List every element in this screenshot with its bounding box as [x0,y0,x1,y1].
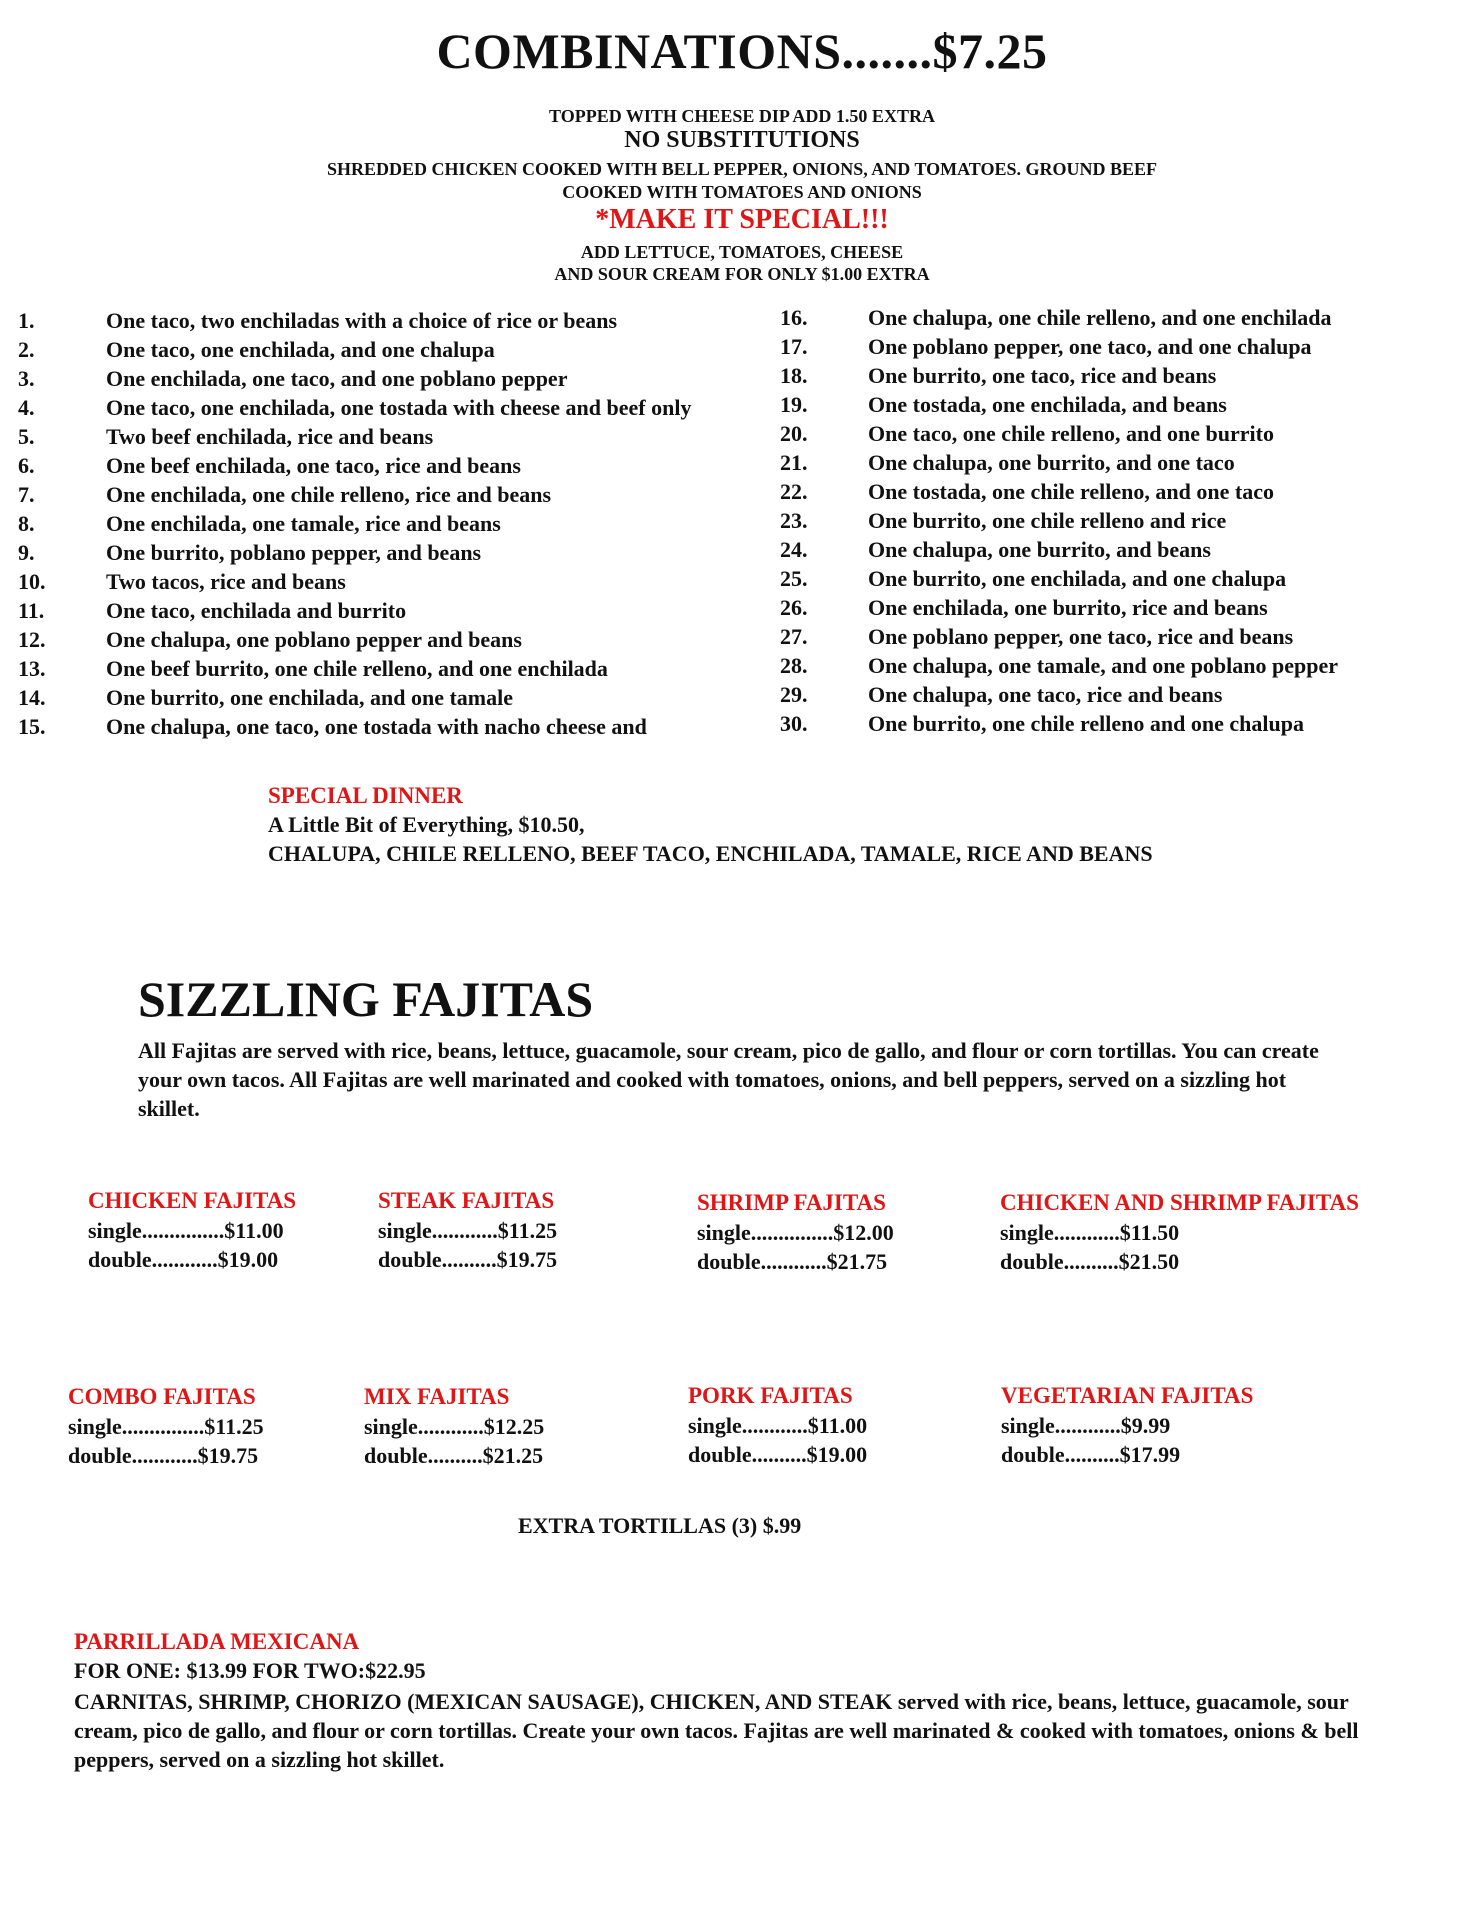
fajita-single-price: single............$11.25 [378,1218,558,1243]
combo-item [18,683,758,712]
combo-number: 16. [780,305,808,330]
combo-item [18,625,758,654]
combo-item [780,477,1440,506]
combo-description: One tostada, one enchilada, and beans [868,392,1227,417]
combo-description: One poblano pepper, one taco, and one chalupa [868,334,1312,359]
fajita-double-price: double............$19.00 [88,1247,279,1272]
combo-item [18,393,758,422]
combo-description: One beef enchilada, one taco, rice and beans [106,453,521,478]
combo-item [18,451,758,480]
parrillada-price: FOR ONE: $13.99 FOR TWO:$22.95 [74,1658,426,1683]
combo-description: One enchilada, one chile relleno, rice and beans [106,482,552,507]
combo-number: 6. [18,453,35,478]
fajita-double-price: double............$19.75 [68,1443,259,1468]
combo-description: One tostada, one chile relleno, and one taco [868,479,1274,504]
combo-description: One burrito, one taco, rice and beans [868,363,1217,388]
combo-description: One taco, one enchilada, one tostada with cheese and beef only [106,395,692,420]
combo-item [18,509,758,538]
combo-number: 9. [18,540,35,565]
fajita-name: PORK FAJITAS [688,1383,853,1408]
combo-item [780,448,1440,477]
combo-item [18,596,758,625]
fajitas-description: All Fajitas are served with rice, beans, lettuce, guacamole, sour cream, pico de gallo, and flour or corn tortillas. You can create your own tacos. All Fajitas are well marinated and cooked with tomatoes, onions, and bell peppers, served on a sizzling hot skillet. [138,1038,1319,1121]
combo-item [18,306,758,335]
combo-number: 19. [780,392,808,417]
fajita-item-combo [68,1382,264,1470]
combo-description: One chalupa, one taco, rice and beans [868,682,1223,707]
fajita-name: MIX FAJITAS [364,1384,510,1409]
combo-number: 15. [18,714,46,739]
fajita-item-chicken-and-shrimp [1000,1188,1359,1276]
combo-number: 13. [18,656,46,681]
fajita-item-chicken [88,1186,296,1274]
cheese-dip-note: TOPPED WITH CHEESE DIP ADD 1.50 EXTRA [549,106,935,126]
combo-number: 8. [18,511,35,536]
fajita-name: STEAK FAJITAS [378,1188,555,1213]
combo-description: One enchilada, one taco, and one poblano pepper [106,366,568,391]
combo-number: 2. [18,337,35,362]
fajita-name: CHICKEN AND SHRIMP FAJITAS [1000,1190,1359,1215]
special-dinner-price: A Little Bit of Everything, $10.50, [268,812,585,837]
fajita-item-shrimp [697,1188,894,1276]
fajita-single-price: single............$11.00 [688,1413,868,1438]
fajita-item-pork [688,1381,867,1469]
fajita-single-price: single............$11.50 [1000,1220,1180,1245]
combo-item [18,712,758,741]
parrillada-title: PARRILLADA MEXICANA [74,1629,360,1654]
combo-description: One chalupa, one chile relleno, and one enchilada [868,305,1332,330]
fajita-single-price: single...............$11.25 [68,1414,264,1439]
combo-number: 18. [780,363,808,388]
combo-number: 26. [780,595,808,620]
fajita-double-price: double..........$21.50 [1000,1249,1180,1274]
fajita-double-price: double..........$19.00 [688,1442,868,1467]
combo-description: One burrito, one enchilada, and one chalupa [868,566,1287,591]
combo-number: 21. [780,450,808,475]
combo-item [780,680,1440,709]
parrillada-description: CARNITAS, SHRIMP, CHORIZO (MEXICAN SAUSAGE), CHICKEN, AND STEAK served with rice, beans, lettuce, guacamole, sour cream, pico de gallo, and flour or corn tortillas. Create your own tacos. Fajitas are well marinated & cooked with tomatoes, onions & bell peppers, served on a sizzling hot skillet. [74,1689,1359,1772]
extra-tortillas: EXTRA TORTILLAS (3) $.99 [518,1513,802,1538]
combo-number: 22. [780,479,808,504]
fajita-item-mix [364,1382,544,1470]
combo-item [780,361,1440,390]
make-it-special-label: *MAKE IT SPECIAL!!! [595,204,889,235]
combo-number: 27. [780,624,808,649]
fajita-item-steak [378,1186,557,1274]
fajita-name: CHICKEN FAJITAS [88,1188,297,1213]
combo-number: 3. [18,366,35,391]
fajita-double-price: double..........$17.99 [1001,1442,1181,1467]
combo-number: 23. [780,508,808,533]
combo-number: 14. [18,685,46,710]
combo-item [18,654,758,683]
combo-number: 29. [780,682,808,707]
combo-description: One chalupa, one taco, one tostada with nacho cheese and [106,714,647,739]
combo-item [780,419,1440,448]
combo-number: 24. [780,537,808,562]
page-title: COMBINATIONS.......$7.25 [436,23,1048,79]
fajitas-section-title: SIZZLING FAJITAS [138,971,594,1027]
special-dinner-contents: CHALUPA, CHILE RELLENO, BEEF TACO, ENCHILADA, TAMALE, RICE AND BEANS [268,841,1153,866]
fajita-single-price: single...............$11.00 [88,1218,284,1243]
fajita-double-price: double..........$21.25 [364,1443,544,1468]
combo-description: One chalupa, one burrito, and one taco [868,450,1235,475]
combo-number: 28. [780,653,808,678]
combo-item [780,651,1440,680]
combinations-list-left [18,306,758,741]
meat-prep-note-line1: SHREDDED CHICKEN COOKED WITH BELL PEPPER, ONIONS, AND TOMATOES. GROUND BEEF [327,159,1157,179]
combo-description: One chalupa, one burrito, and beans [868,537,1211,562]
combo-description: One burrito, one chile relleno and one chalupa [868,711,1304,736]
combo-item [780,622,1440,651]
combo-number: 17. [780,334,808,359]
combo-number: 30. [780,711,808,736]
combo-item [780,564,1440,593]
fajita-item-vegetarian [1001,1381,1253,1469]
combo-number: 4. [18,395,35,420]
meat-prep-note-line2: COOKED WITH TOMATOES AND ONIONS [562,182,922,202]
combo-item [780,332,1440,361]
fajita-double-price: double............$21.75 [697,1249,888,1274]
fajita-name: VEGETARIAN FAJITAS [1001,1383,1254,1408]
combo-description: One taco, one chile relleno, and one burrito [868,421,1274,446]
combo-item [18,538,758,567]
combo-number: 20. [780,421,808,446]
combo-description: One burrito, poblano pepper, and beans [106,540,482,565]
combo-number: 7. [18,482,35,507]
combo-description: One chalupa, one tamale, and one poblano pepper [868,653,1339,678]
combo-description: One beef burrito, one chile relleno, and one enchilada [106,656,608,681]
combo-item [18,335,758,364]
combo-description: One taco, two enchiladas with a choice of rice or beans [106,308,618,333]
fajita-double-price: double..........$19.75 [378,1247,558,1272]
combinations-list-right [780,303,1440,738]
combo-number: 11. [18,598,45,623]
combo-description: One poblano pepper, one taco, rice and beans [868,624,1294,649]
combo-description: One chalupa, one poblano pepper and beans [106,627,522,652]
combo-item [18,480,758,509]
combo-item [780,303,1440,332]
combo-description: One taco, one enchilada, and one chalupa [106,337,495,362]
combo-item [780,593,1440,622]
special-note-line2: AND SOUR CREAM FOR ONLY $1.00 EXTRA [554,264,930,284]
fajita-name: SHRIMP FAJITAS [697,1190,886,1215]
combo-description: One burrito, one chile relleno and rice [868,508,1227,533]
combo-number: 1. [18,308,35,333]
combo-description: One burrito, one enchilada, and one tamale [106,685,514,710]
combo-item [780,390,1440,419]
combo-number: 5. [18,424,35,449]
combo-item [18,364,758,393]
special-note-line1: ADD LETTUCE, TOMATOES, CHEESE [580,242,904,262]
combo-item [780,709,1440,738]
fajita-single-price: single............$9.99 [1001,1413,1171,1438]
combo-description: One enchilada, one tamale, rice and beans [106,511,501,536]
fajita-name: COMBO FAJITAS [68,1384,256,1409]
combo-number: 25. [780,566,808,591]
combo-item [18,567,758,596]
combo-item [18,422,758,451]
combo-description: Two beef enchilada, rice and beans [106,424,434,449]
combo-description: One taco, enchilada and burrito [106,598,407,623]
fajita-single-price: single...............$12.00 [697,1220,894,1245]
combo-item [780,535,1440,564]
combo-description: One enchilada, one burrito, rice and beans [868,595,1268,620]
combo-item [780,506,1440,535]
fajita-single-price: single............$12.25 [364,1414,545,1439]
special-dinner-title: SPECIAL DINNER [268,783,463,808]
no-substitutions-note: NO SUBSTITUTIONS [624,127,860,153]
combo-number: 12. [18,627,46,652]
combo-number: 10. [18,569,46,594]
combo-description: Two tacos, rice and beans [106,569,346,594]
